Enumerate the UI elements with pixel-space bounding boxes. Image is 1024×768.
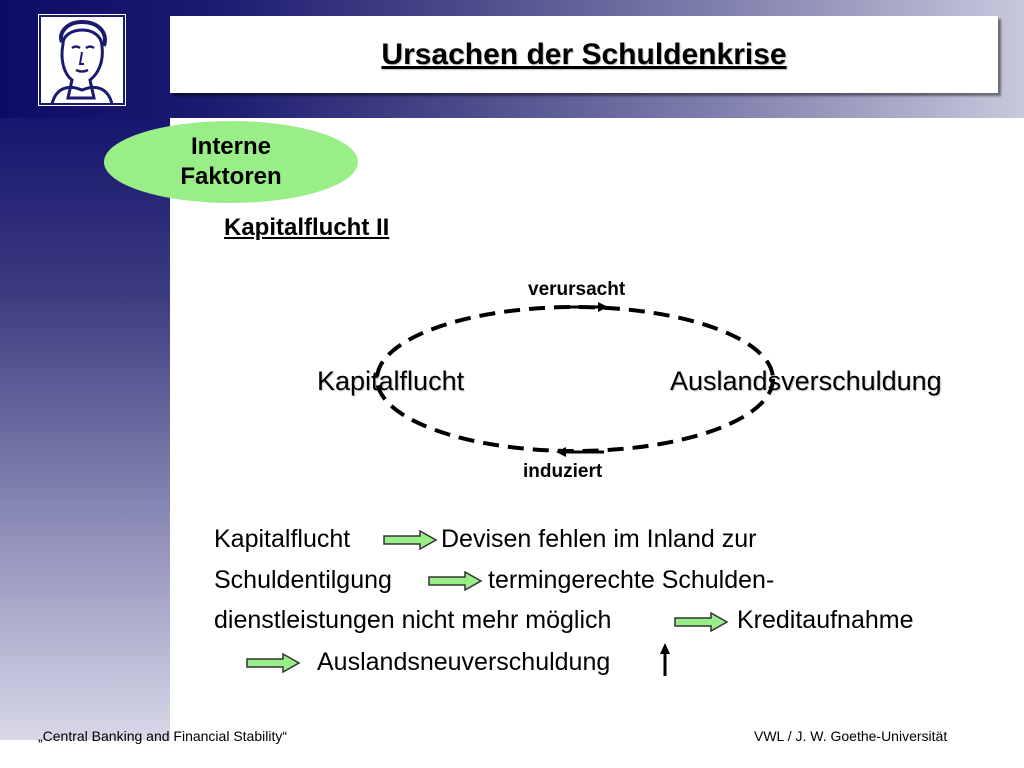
- green-arrow-icon: [245, 653, 301, 673]
- cycle-node-foreign-debt: Auslandsverschuldung: [670, 366, 942, 396]
- section-heading: Kapitalflucht II: [224, 214, 390, 241]
- green-arrow-icon: [673, 612, 729, 632]
- para-line-2b: termingerechte Schulden-: [488, 566, 775, 594]
- cycle-node-capital-flight: Kapitalflucht: [317, 366, 465, 396]
- footer-course-name: „Central Banking and Financial Stability“: [38, 728, 288, 744]
- badge-line-2: Faktoren: [180, 163, 282, 190]
- badge-line-1: Interne: [190, 133, 271, 160]
- top-arrow: [556, 302, 608, 312]
- green-arrow-icon: [382, 530, 438, 550]
- page-title: Ursachen der Schuldenkrise: [381, 37, 787, 71]
- para-line-2a: Schuldentilgung: [214, 566, 392, 594]
- para-line-3a: dienstleistungen nicht mehr möglich: [214, 606, 612, 634]
- para-line-1b: Devisen fehlen im Inland zur: [441, 525, 757, 553]
- cycle-top-label: verursacht: [528, 279, 626, 300]
- cycle-bottom-label: induziert: [523, 461, 603, 482]
- para-line-1a: Kapitalflucht: [214, 525, 351, 553]
- bottom-arrow: [556, 447, 604, 457]
- green-arrow-icon: [427, 571, 483, 591]
- footer-institution: VWL / J. W. Goethe-Universität: [754, 728, 948, 744]
- up-arrow-icon: [657, 642, 673, 678]
- para-line-3b: Kreditaufnahme: [737, 606, 914, 634]
- para-line-4: Auslandsneuverschuldung: [317, 648, 611, 676]
